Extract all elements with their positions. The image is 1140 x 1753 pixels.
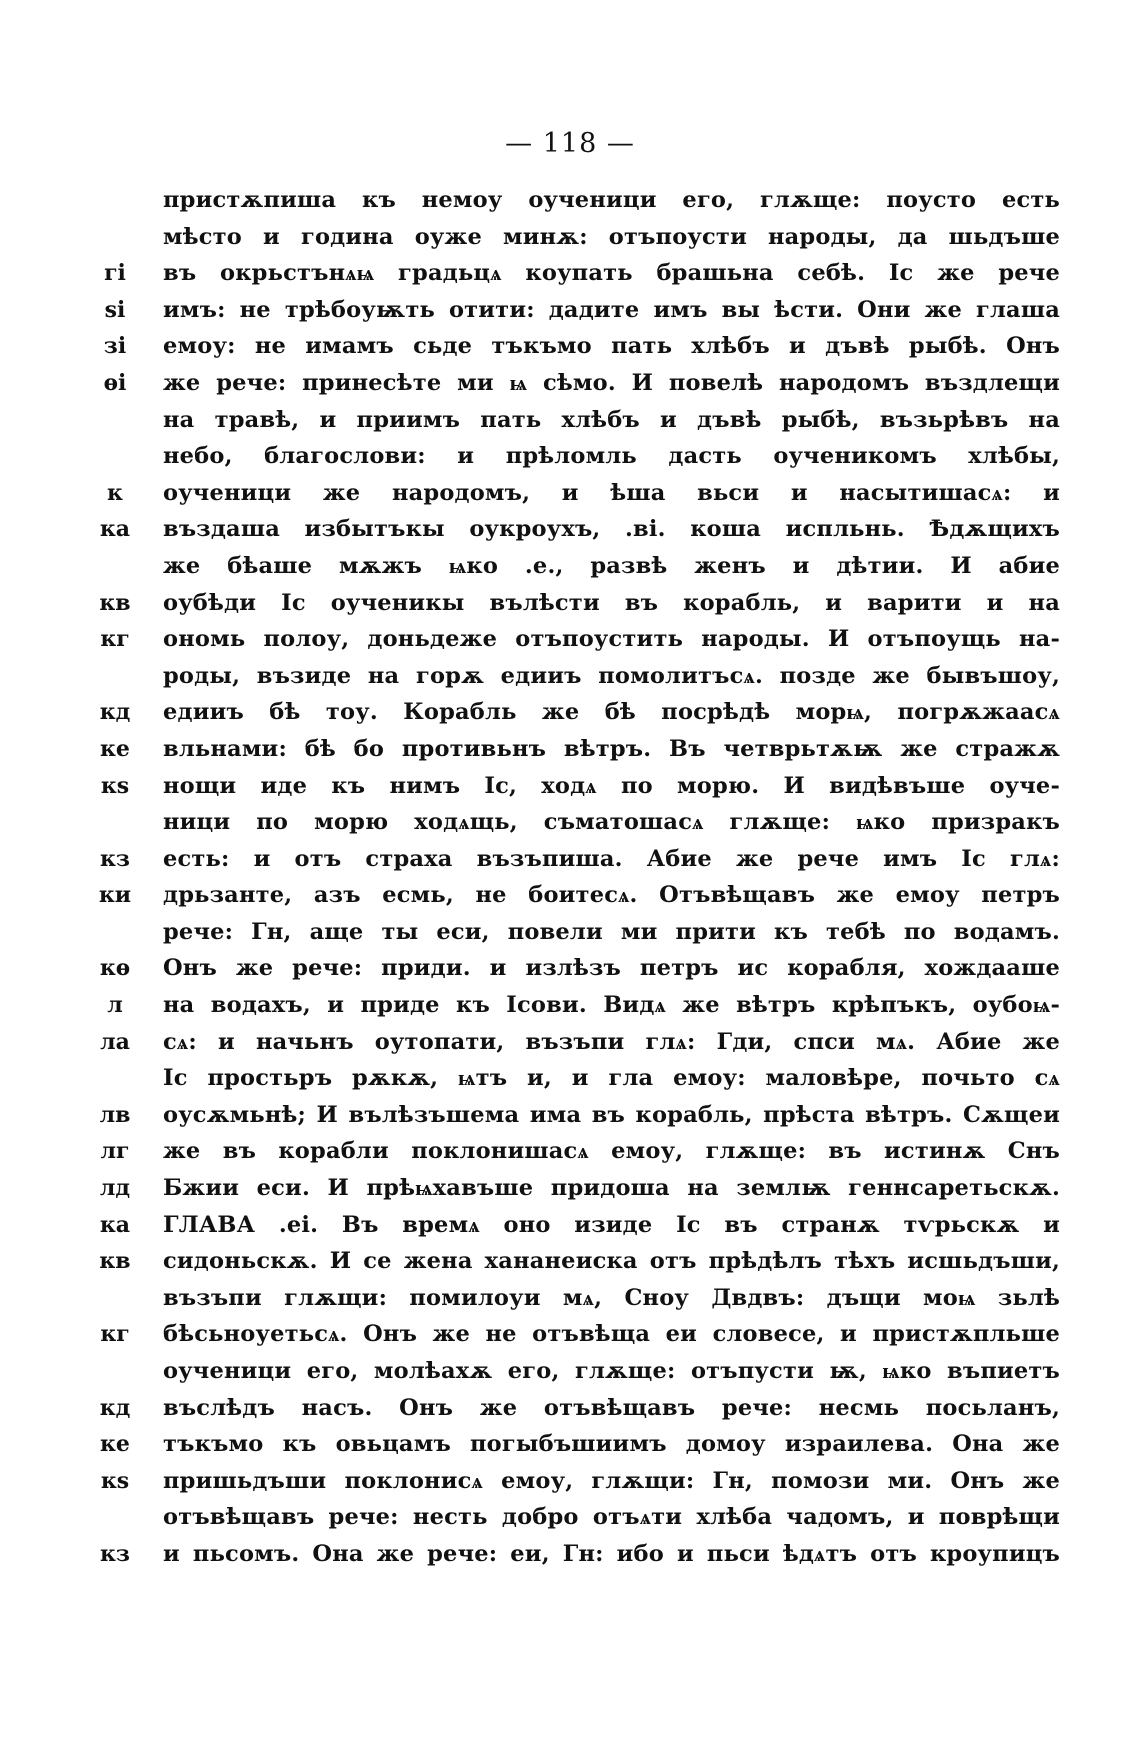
text-line	[90, 438, 1060, 475]
text-line	[90, 292, 1060, 329]
text-line	[90, 475, 1060, 512]
verse-number: кѳ	[99, 955, 131, 982]
line-text: пристѫпиша къ немоу оученици его, глѫще: поусто есть	[163, 187, 1060, 213]
verse-number: ка	[99, 516, 131, 543]
line-text: бѣсьноуетьсѧ. Онъ же не отъвѣща еи словесе, и пристѫпльше	[163, 1321, 1060, 1348]
text-line	[90, 621, 1060, 658]
text-line	[90, 1024, 1060, 1061]
line-text: оученици его, молѣахѫ его, глѫще: отъпусти ѭ, ѩко въпиетъ	[163, 1358, 1060, 1384]
text-line	[90, 694, 1060, 731]
line-text: оученици же народомъ, и ѣша вьси и насытишасѧ: и	[163, 479, 1060, 506]
text-line	[90, 731, 1060, 768]
line-text: мѣсто и година оуже минѫ: отъпоусти народы, да шьдъше	[163, 223, 1060, 250]
verse-number: к	[107, 479, 123, 506]
text-line	[90, 950, 1060, 987]
verse-number: лг	[100, 1138, 130, 1165]
text-line	[90, 1316, 1060, 1353]
line-text: сѧ: и начьнъ оутопати, възъпи глѧ: Гди, спси мѧ. Абие же	[163, 1028, 1060, 1055]
line-text: ГЛАВА .еі. Въ времѧ оно изиде Іс въ странѫ тѵрьскѫ и	[163, 1211, 1060, 1238]
line-text: отъвѣщавъ рече: несть добро отъѧти хлѣба чадомъ, и поврѣщи	[163, 1504, 1060, 1531]
verse-number: ке	[100, 735, 130, 762]
verse-number: л	[107, 992, 123, 1019]
line-text: же бѣаше мѫжъ ѩко .е., развѣ женъ и дѣтии. И абие	[163, 552, 1060, 579]
verse-number: лд	[99, 1175, 131, 1202]
line-text: емоу: не имамъ сьде тъкъмо пать хлѣбъ и дъвѣ рыбѣ. Онъ	[163, 333, 1060, 360]
text-line	[90, 1060, 1060, 1097]
verse-number: ла	[100, 1028, 130, 1055]
text-line	[90, 1499, 1060, 1536]
verse-number: ке	[100, 1431, 130, 1458]
line-text: небо, благослови: и прѣломль дасть оученикомъ хлѣбы,	[163, 443, 1060, 470]
text-line	[90, 1207, 1060, 1244]
text-line	[90, 987, 1060, 1024]
verse-number: ѳі	[103, 369, 127, 396]
verse-number: кг	[100, 1321, 130, 1348]
line-text: имъ: не трѣбоуѭть отити: дадите имъ вы ѣсти. Они же глаша	[163, 296, 1060, 323]
text-line	[90, 658, 1060, 695]
line-text: и пьсомъ. Она же рече: еи, Гн: ибо и пьси ѣдѧтъ отъ кроупицъ	[163, 1540, 1060, 1567]
line-text: дрьзанте, азъ есмь, не боитесѧ. Отъвѣщавъ же емоу петръ	[163, 882, 1060, 909]
text-line	[90, 1353, 1060, 1390]
line-text: ономь полоу, доньдеже отъпоустить народы. И отъпоущь на-	[163, 626, 1060, 653]
text-line	[90, 511, 1060, 548]
text-line	[90, 328, 1060, 365]
verse-number: кз	[100, 1540, 130, 1567]
line-text: же рече: принесѣте ми ѩ сѣмо. И повелѣ народомъ въздлещи	[163, 369, 1060, 396]
text-line	[90, 768, 1060, 805]
text-line	[90, 914, 1060, 951]
line-text: роды, възиде на горѫ едииъ помолитъсѧ. позде же бывъшоу,	[163, 662, 1060, 689]
verse-number: кв	[99, 589, 131, 616]
verse-number: ка	[99, 1211, 131, 1238]
text-line	[90, 804, 1060, 841]
verse-number: зі	[103, 333, 127, 360]
verse-number: кг	[100, 626, 130, 653]
text-line	[90, 548, 1060, 585]
text-line	[90, 1280, 1060, 1317]
line-text: въ окрьстънѧѩ градьцѧ коупать брашьна себѣ. Іс же рече	[163, 260, 1060, 287]
line-text: рече: Гн, аще ты еси, повели ми прити къ тебѣ по водамъ.	[163, 918, 1060, 945]
text-line	[90, 1426, 1060, 1463]
verse-number: лв	[99, 1101, 131, 1128]
line-text: нощи иде къ нимъ Іс, ходѧ по морю. И видѣвъше оуче-	[163, 772, 1060, 799]
text-line	[90, 219, 1060, 256]
verse-number: кз	[100, 845, 130, 872]
text-line	[90, 1133, 1060, 1170]
text-line	[90, 841, 1060, 878]
text-line	[90, 585, 1060, 622]
verse-number: гі	[104, 260, 126, 287]
text-line	[90, 365, 1060, 402]
verse-number: ки	[98, 882, 132, 909]
text-line	[90, 182, 1060, 219]
verse-number: кѕ	[100, 1467, 130, 1494]
line-text: оусѫмьнѣ; И вълѣзъшема има въ корабль, прѣста вѣтръ. Сѫщеи	[163, 1101, 1060, 1128]
line-text: Онъ же рече: приди. и излѣзъ петръ ис корабля, хождааше	[163, 955, 1060, 982]
line-text: възъпи глѫщи: помилоуи мѧ, Сноу Двдвъ: дъщи моѩ зьлѣ	[163, 1284, 1060, 1311]
line-text: вльнами: бѣ бо противьнъ вѣтръ. Въ четврьтѫѭ же стражѫ	[163, 735, 1060, 762]
line-text: въздаша избытъкы оукроухъ, .ві. коша испльнь. Ѣдѫщихъ	[163, 516, 1060, 543]
line-text: едииъ бѣ тоу. Корабль же бѣ посрѣдѣ морѩ, погрѫжаасѧ	[163, 699, 1060, 726]
text-line	[90, 1536, 1060, 1573]
text-line	[90, 1463, 1060, 1500]
line-text: оубѣди Іс оученикы вълѣсти въ корабль, и варити и на	[163, 589, 1060, 616]
line-text: Іс простьръ рѫкѫ, ѩтъ и, и гла емоу: маловѣре, почьто сѧ	[163, 1065, 1060, 1092]
text-line	[90, 1097, 1060, 1134]
verse-number: кд	[99, 699, 131, 726]
text-line	[90, 877, 1060, 914]
verse-number: кв	[99, 1248, 131, 1275]
text-line	[90, 402, 1060, 439]
page-number: — 118 —	[505, 128, 635, 159]
verse-number: кѕ	[100, 772, 130, 799]
line-text: Бжии еси. И прѣѩхавъше придоша на землѭ геннсаретьскѫ.	[163, 1175, 1060, 1202]
text-line	[90, 1243, 1060, 1280]
verse-number: ѕі	[104, 296, 126, 323]
verse-number: кд	[99, 1394, 131, 1421]
line-text: есть: и отъ страха възъпиша. Абие же рече имъ Іс глѧ:	[163, 845, 1060, 872]
line-text: пришьдъши поклонисѧ емоу, глѫщи: Гн, помози ми. Онъ же	[163, 1467, 1060, 1494]
line-text: же въ корабли поклонишасѧ емоу, глѫще: въ истинѫ Снъ	[163, 1138, 1060, 1165]
line-text: на водахъ, и приде къ Ісови. Видѧ же вѣтръ крѣпъкъ, оубоѩ-	[163, 992, 1060, 1019]
body-text	[90, 182, 1060, 1573]
text-line	[90, 255, 1060, 292]
line-text: въслѣдъ насъ. Онъ же отъвѣщавъ рече: несмь посьланъ,	[163, 1394, 1060, 1421]
text-line	[90, 1390, 1060, 1427]
line-text: на травѣ, и приимъ пать хлѣбъ и дъвѣ рыбѣ, възьрѣвъ на	[163, 406, 1060, 433]
text-line	[90, 1170, 1060, 1207]
line-text: тъкъмо къ овьцамъ погыбъшиимъ домоу израилева. Она же	[163, 1431, 1060, 1458]
line-text: ници по морю ходѧщь, съматошасѧ глѫще: ѩко призракъ	[163, 809, 1060, 836]
line-text: сидоньскѫ. И се жена хананеиска отъ прѣдѣлъ тѣхъ исшьдъши,	[163, 1248, 1060, 1275]
